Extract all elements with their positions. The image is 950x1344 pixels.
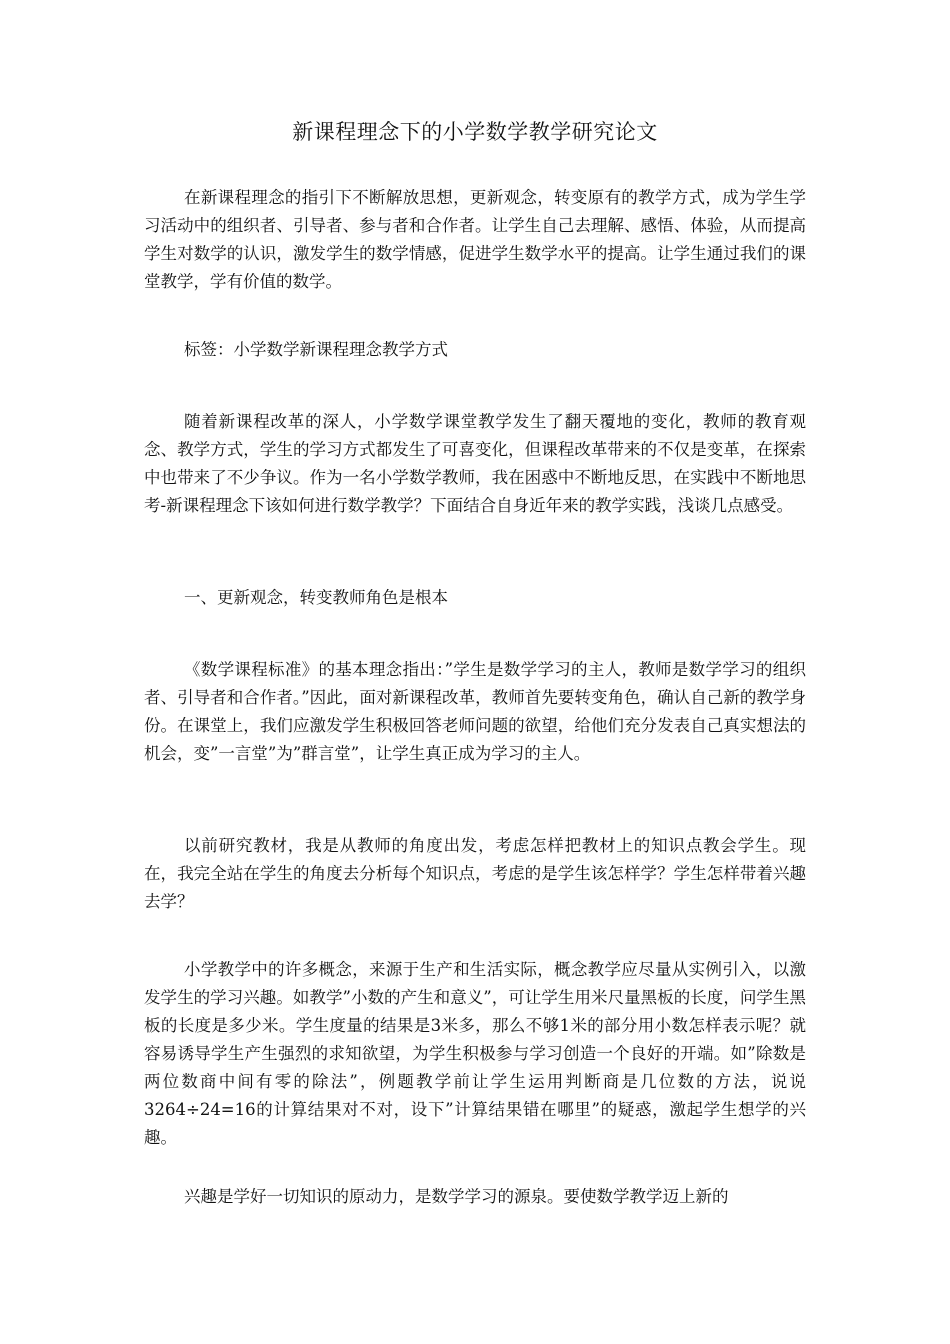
paragraph-tags: 标签：小学数学新课程理念教学方式 — [184, 340, 448, 359]
paragraph-interest: 兴趣是学好一切知识的原动力，是数学学习的源泉。要使数学教学迈上新的 — [184, 1187, 729, 1206]
section-heading-1: 一、更新观念，转变教师角色是根本 — [184, 588, 448, 607]
paragraph-introduction: 随着新课程改革的深人，小学数学课堂教学发生了翻天覆地的变化，教师的教育观念、教学方式，学生的学习方式都发生了可喜变化，但课程改革带来的不仅是变革，在探索中也带来了不少争议。作为一名小学数学教师，我在困惑中不断地反思，在实践中不断地思考-新课程理念下该如何进行数学教学？下面结合自身近年来的教学实践，浅谈几点感受。 — [144, 412, 806, 515]
paragraph-abstract: 在新课程理念的指引下不断解放思想，更新观念，转变原有的教学方式，成为学生学习活动中的组织者、引导者、参与者和合作者。让学生自己去理解、感悟、体验，从而提高学生对数学的认识，激发学生的数学情感，促进学生数学水平的提高。让学生通过我们的课堂教学，学有价值的数学。 — [144, 188, 806, 291]
paragraph-textbook-study: 以前研究教材，我是从教师的角度出发，考虑怎样把教材上的知识点教会学生。现在，我完全站在学生的角度去分析每个知识点，考虑的是学生该怎样学？学生怎样带着兴趣去学？ — [144, 836, 806, 911]
paragraph-concept-teaching: 小学教学中的许多概念，来源于生产和生活实际，概念教学应尽量从实例引入，以激发学生的学习兴趣。如教学”小数的产生和意义”，可让学生用米尺量黑板的长度，问学生黑板的长度是多少米。学生度量的结果是3米多，那么不够1米的部分用小数怎样表示呢？就容易诱导学生产生强烈的求知欲望，为学生积极参与学习创造一个良好的开端。如”除数是两位数商中间有零的除法”，例题教学前让学生运用判断商是几位数的方法，说说3264÷24=16的计算结果对不对，设下”计算结果错在哪里”的疑惑，激起学生想学的兴趣。 — [144, 960, 806, 1147]
document-title: 新课程理念下的小学数学教学研究论文 — [292, 120, 658, 144]
paragraph-curriculum-standard: 《数学课程标准》的基本理念指出：”学生是数学学习的主人，教师是数学学习的组织者、引导者和合作者。”因此，面对新课程改革，教师首先要转变角色，确认自己新的教学身份。在课堂上，我们应激发学生积极回答老师问题的欲望，给他们充分发表自己真实想法的机会，变”一言堂”为”群言堂”，让学生真正成为学习的主人。 — [144, 660, 806, 763]
